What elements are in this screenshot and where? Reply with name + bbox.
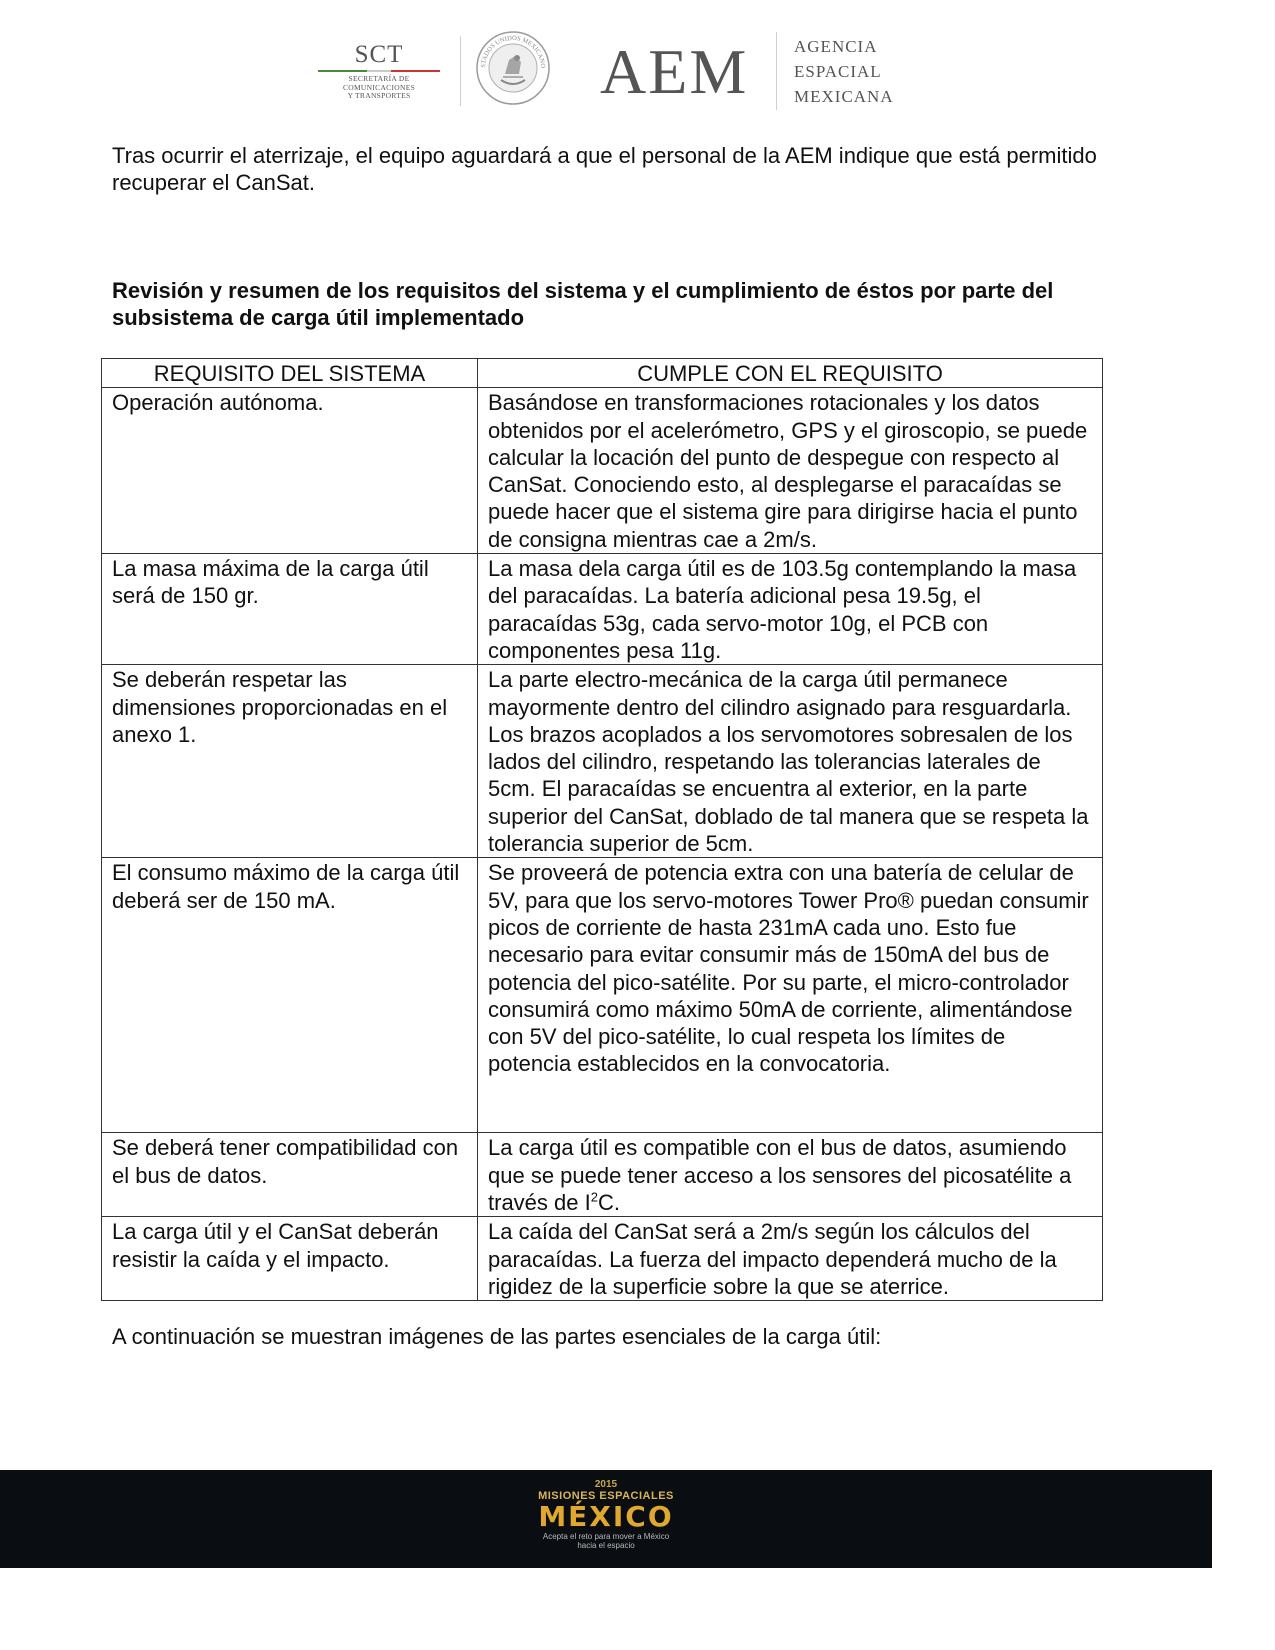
footer-year: 2015 (594, 1479, 618, 1490)
compliance-cell: Basándose en transformaciones rotacionales y los datos obtenidos por el acelerómetro, GPS y el giroscopio, se puede calcular la locación del punto de despegue con respecto al CanSat. Conociendo esto, al desplegarse el paracaídas se puede hacer que el sistema gire para dirigirse hacia el punto de consigna mientras cae a 2m/s. (478, 388, 1103, 554)
requirement-cell: Se deberá tener compatibilidad con el bus de datos. (102, 1133, 478, 1217)
requirement-cell: Operación autónoma. (102, 388, 478, 554)
table-row (102, 1217, 1103, 1301)
agency-line-3: MEXICANA (794, 87, 894, 106)
footer-tagline-2: hacia el espacio (577, 1541, 635, 1550)
intro-paragraph: Tras ocurrir el aterrizaje, el equipo aguardará a que el personal de la AEM indique que está permitido recuperar el CanSat. (112, 143, 1097, 195)
outro-paragraph: A continuación se muestran imágenes de las partes esenciales de la carga útil: (112, 1324, 882, 1349)
page-footer (0, 1470, 1212, 1568)
compliance-cell (478, 1133, 1103, 1217)
column-header-requirement: REQUISITO DEL SISTEMA (102, 359, 478, 388)
aem-logo: AEM (600, 36, 749, 107)
table-row (102, 665, 1103, 858)
footer-tagline-1: Acepta el reto para mover a México (542, 1532, 670, 1541)
table-row (102, 554, 1103, 665)
page-header (318, 28, 918, 114)
compliance-text: La carga útil es compatible con el bus de datos, asumiendo que se puede tener acceso a los sensores del picosatélite a través de I (488, 1135, 1072, 1215)
sct-subtitle-3: Y TRANSPORTES (347, 91, 411, 100)
table-row (102, 1133, 1103, 1217)
sct-subtitle-1: SECRETARÍA DE (348, 74, 410, 83)
sct-subtitle-2: COMUNICACIONES (342, 82, 416, 92)
agency-name (794, 34, 894, 109)
mexico-seal-icon (475, 30, 551, 106)
sct-logo (318, 42, 440, 101)
requirements-table (101, 358, 1103, 1301)
logo-divider (460, 36, 461, 106)
table-row (102, 388, 1103, 554)
superscript: 2 (590, 1189, 598, 1205)
requirement-cell: La carga útil y el CanSat deberán resistir la caída y el impacto. (102, 1217, 478, 1301)
sct-logo-rule (318, 70, 440, 72)
footer-title-main: MÉXICO (538, 1500, 674, 1533)
footer-title-top: MISIONES ESPACIALES (538, 1490, 674, 1502)
table-row (102, 858, 1103, 1133)
requirement-cell: Se deberán respetar las dimensiones proporcionadas en el anexo 1. (102, 665, 478, 858)
seal-text: STADOS UNIDOS MEXICANO (479, 34, 547, 69)
column-header-compliance: CUMPLE CON EL REQUISITO (478, 359, 1103, 388)
logo-divider (776, 32, 777, 110)
section-heading: Revisión y resumen de los requisitos del sistema y el cumplimiento de éstos por parte del subsistema de carga útil implementado (112, 278, 1054, 330)
misiones-espaciales-logo (520, 1480, 692, 1550)
agency-line-1: AGENCIA (794, 37, 878, 56)
requirement-cell: La masa máxima de la carga útil será de 150 gr. (102, 554, 478, 665)
compliance-cell: La masa dela carga útil es de 103.5g contemplando la masa del paracaídas. La batería adicional pesa 19.5g, el paracaídas 53g, cada servo-motor 10g, el PCB con componentes pesa 11g. (478, 554, 1103, 665)
compliance-cell: Se proveerá de potencia extra con una batería de celular de 5V, para que los servo-motores Tower Pro® puedan consumir picos de corriente de hasta 231mA cada uno. Esto fue necesario para evitar consumir más de 150mA del bus de potencia del pico-satélite. Por su parte, el micro-controlador consumirá como máximo 50mA de corriente, alimentándose con 5V del pico-satélite, lo cual respeta los límites de potencia establecidos en la convocatoria. (478, 858, 1103, 1133)
agency-line-2: ESPACIAL (794, 62, 882, 81)
sct-logo-text: SCT (354, 41, 404, 68)
compliance-text-end: C. (597, 1189, 620, 1215)
compliance-cell: La parte electro-mecánica de la carga útil permanece mayormente dentro del cilindro asignado para resguardarla. Los brazos acoplados a los servomotores sobresalen de los lados del cilindro, respetando las tolerancias laterales de 5cm. El paracaídas se encuentra al exterior, en la parte superior del CanSat, doblado de tal manera que se respeta la tolerancia superior de 5cm. (478, 665, 1103, 858)
compliance-cell: La caída del CanSat será a 2m/s según los cálculos del paracaídas. La fuerza del impacto dependerá mucho de la rigidez de la superficie sobre la que se aterrice. (478, 1217, 1103, 1301)
table-header-row (102, 359, 1103, 388)
requirement-cell: El consumo máximo de la carga útil deberá ser de 150 mA. (102, 858, 478, 1133)
